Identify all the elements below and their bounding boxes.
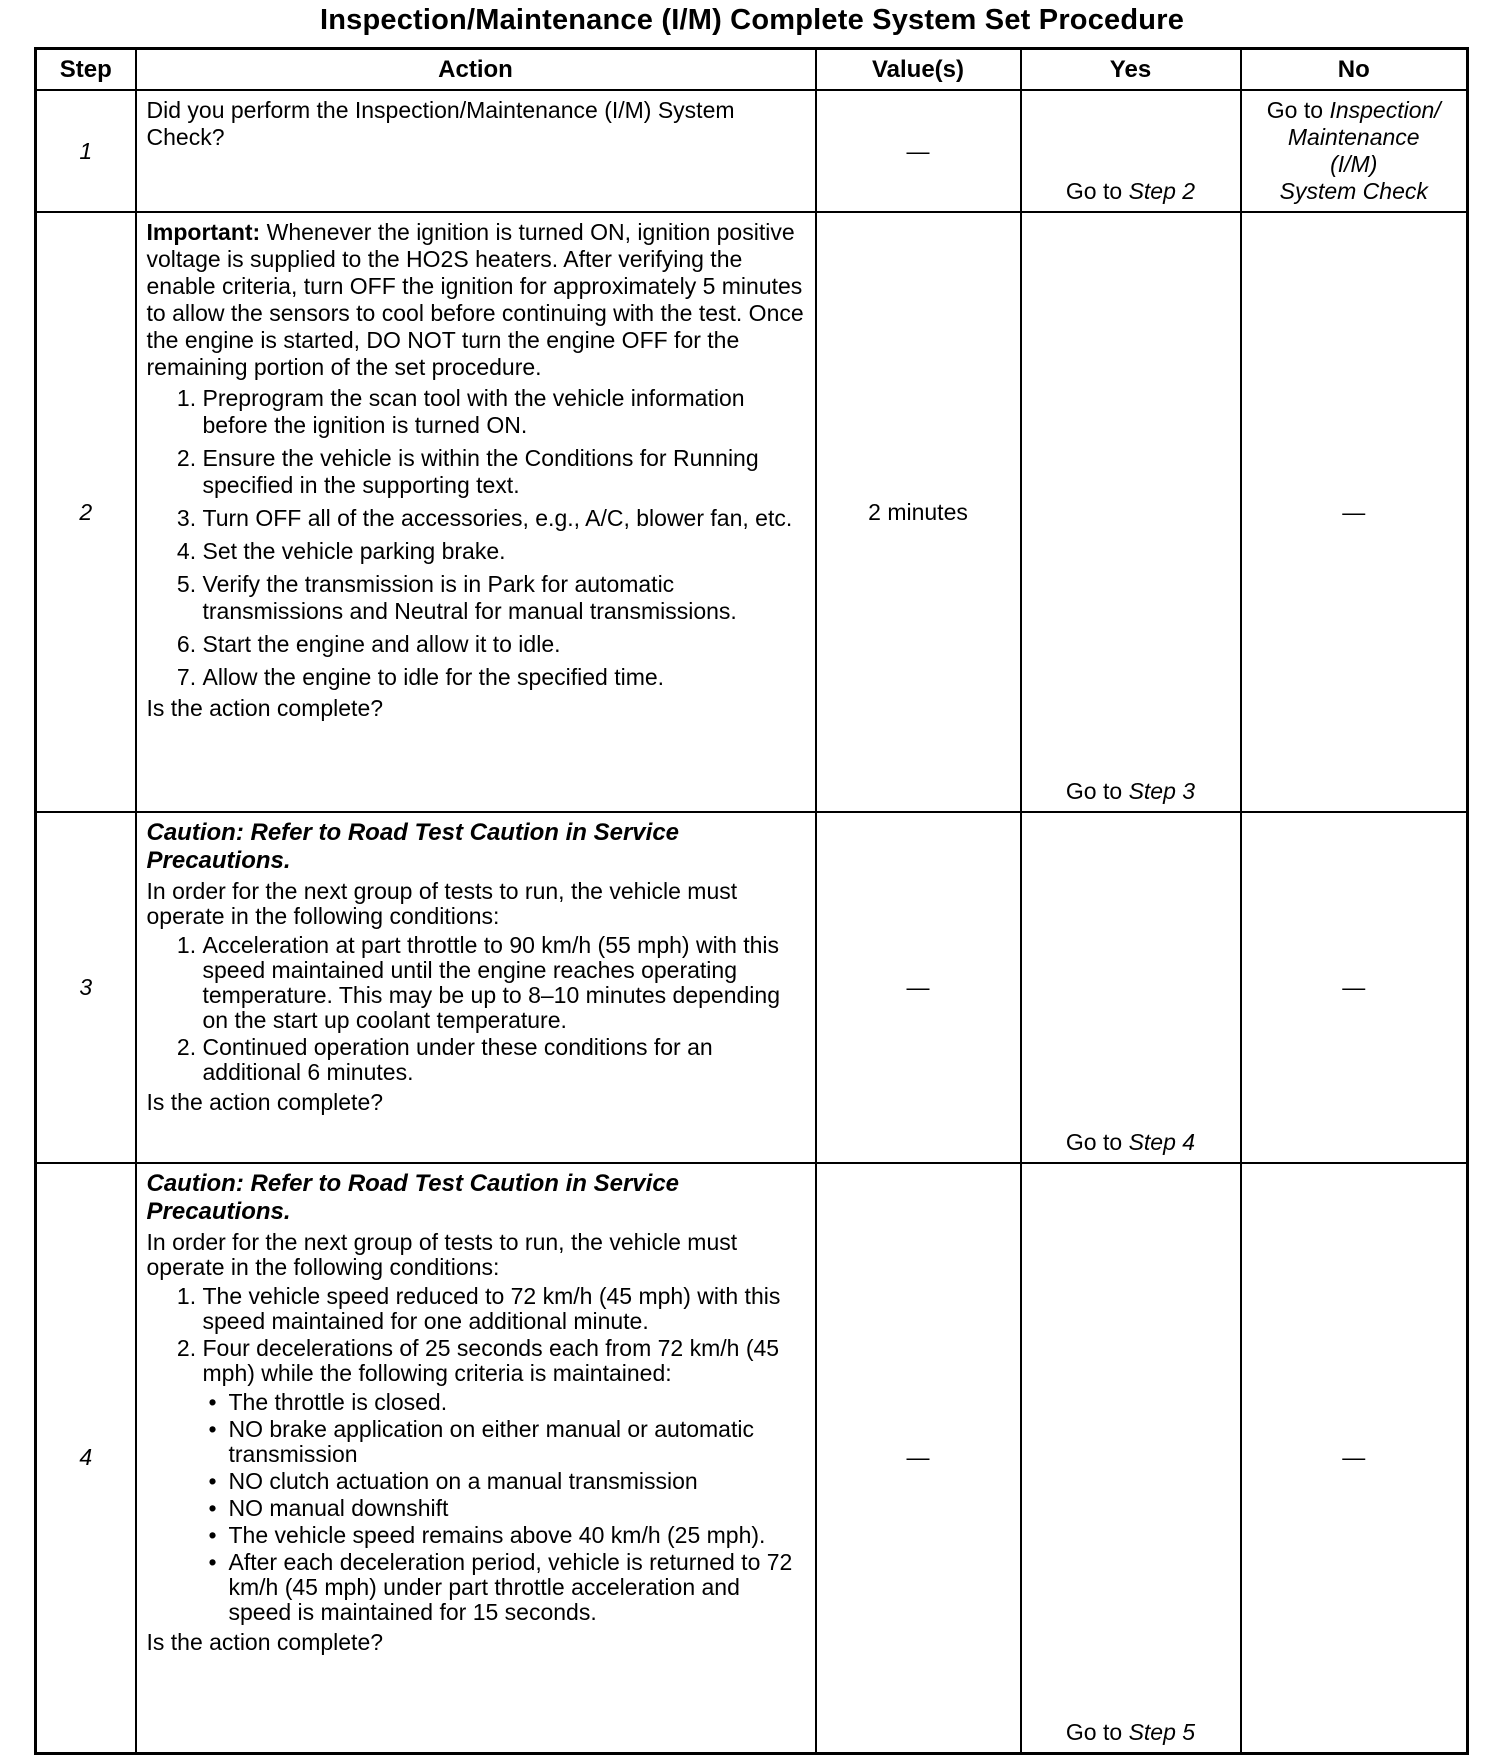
action-steps [147, 385, 805, 691]
action-intro: In order for the next group of tests to run, the vehicle must operate in the following conditions: [146, 1229, 738, 1280]
yes-cell [1021, 1163, 1241, 1753]
action-steps [147, 933, 805, 1085]
action-steps [147, 1284, 805, 1625]
no-cell: — [1241, 212, 1468, 812]
action-question: Is the action complete? [146, 1089, 384, 1115]
list-item: 1. Acceleration at part throttle to 90 km/h (55 mph) with this speed maintained until the engine reaches operating temperature. This may be up to 8–10 minutes depending on the start up coolant temperature. [203, 933, 805, 1033]
caution-note: Caution: Refer to Road Test Caution in Service Precautions. [146, 819, 680, 874]
value-cell: 2 minutes [816, 212, 1021, 812]
action-cell [136, 812, 816, 1163]
yes-prefix: Go to [1065, 178, 1129, 204]
bullet-item: • NO brake application on either manual or automatic transmission [229, 1417, 805, 1467]
yes-link[interactable]: Step 3 [1128, 778, 1196, 804]
important-note [147, 219, 805, 381]
yes-cell [1021, 212, 1241, 812]
action-question: Did you perform the Inspection/Maintenance (I/M) System Check? [146, 97, 735, 150]
list-item: 1. Preprogram the scan tool with the vehicle information before the ignition is turned ON. [203, 385, 805, 439]
action-cell [136, 212, 816, 812]
action-question: Is the action complete? [146, 1629, 384, 1655]
yes-link[interactable]: Step 4 [1128, 1129, 1196, 1155]
bullet-item: • After each deceleration period, vehicle is returned to 72 km/h (45 mph) under part throttle acceleration and speed is maintained for 15 seconds. [229, 1550, 805, 1625]
no-link-line3[interactable]: (I/M) [1330, 151, 1378, 177]
procedure-table [34, 47, 1469, 1755]
action-cell [136, 1163, 816, 1753]
list-item: 3. Turn OFF all of the accessories, e.g., A/C, blower fan, etc. [203, 505, 805, 532]
list-item [203, 1336, 805, 1625]
table-row [36, 1163, 1468, 1753]
yes-cell [1021, 90, 1241, 212]
list-item: 1. The vehicle speed reduced to 72 km/h (45 mph) with this speed maintained for one additional minute. [203, 1284, 805, 1334]
action-intro: In order for the next group of tests to run, the vehicle must operate in the following conditions: [146, 878, 738, 929]
list-item: 6. Start the engine and allow it to idle. [203, 631, 805, 658]
table-row [36, 212, 1468, 812]
step-number: 4 [36, 1163, 136, 1753]
table-row [36, 90, 1468, 212]
no-cell [1241, 90, 1468, 212]
important-text: Whenever the ignition is turned ON, ignition positive voltage is supplied to the HO2S heaters. After verifying the enable criteria, turn OFF the ignition for approximately 5 minutes to allow the sensors to cool before continuing with the test. Once the engine is started, DO NOT turn the engine OFF for the remaining portion of the set procedure. [146, 219, 804, 380]
header-step: Step [36, 49, 136, 91]
no-link-line4[interactable]: System Check [1279, 178, 1428, 204]
list-item: 7. Allow the engine to idle for the specified time. [203, 664, 805, 691]
no-link[interactable]: Inspection/ [1329, 97, 1441, 123]
no-cell: — [1241, 1163, 1468, 1753]
bullet-item: • The vehicle speed remains above 40 km/h (25 mph). [229, 1523, 805, 1548]
list-item: 2. Ensure the vehicle is within the Conditions for Running specified in the supporting text. [203, 445, 805, 499]
list-item: 5. Verify the transmission is in Park for automatic transmissions and Neutral for manual transmissions. [203, 571, 805, 625]
value-cell: — [816, 1163, 1021, 1753]
no-prefix: Go to [1266, 97, 1330, 123]
step-number: 3 [36, 812, 136, 1163]
bullet-item: • NO manual downshift [229, 1496, 805, 1521]
table-header-row [36, 49, 1468, 91]
yes-link[interactable]: Step 2 [1128, 178, 1196, 204]
value-cell: — [816, 90, 1021, 212]
no-link-line2[interactable]: Maintenance [1287, 124, 1420, 150]
value-cell: — [816, 812, 1021, 1163]
table-row [36, 812, 1468, 1163]
header-yes: Yes [1021, 49, 1241, 91]
yes-cell [1021, 812, 1241, 1163]
yes-prefix: Go to [1065, 1718, 1129, 1745]
no-cell: — [1241, 812, 1468, 1163]
action-question: Is the action complete? [146, 695, 384, 721]
header-values: Value(s) [816, 49, 1021, 91]
page-title: Inspection/Maintenance (I/M) Complete System Set Procedure [319, 4, 1185, 36]
yes-prefix: Go to [1065, 1129, 1129, 1155]
list-item: 4. Set the vehicle parking brake. [203, 538, 805, 565]
list-item: 2. Continued operation under these conditions for an additional 6 minutes. [203, 1035, 805, 1085]
bullet-item: • NO clutch actuation on a manual transmission [229, 1469, 805, 1494]
list-item-text: Four decelerations of 25 seconds each from 72 km/h (45 mph) while the following criteria is maintained: [202, 1335, 780, 1386]
step-number: 2 [36, 212, 136, 812]
step-number: 1 [36, 90, 136, 212]
yes-link[interactable]: Step 5 [1128, 1718, 1196, 1745]
action-cell [136, 90, 816, 212]
header-no: No [1241, 49, 1468, 91]
important-label: Important: [146, 219, 261, 245]
bullet-item: • The throttle is closed. [229, 1390, 805, 1415]
header-action: Action [136, 49, 816, 91]
criteria-list [203, 1390, 805, 1625]
yes-prefix: Go to [1065, 778, 1129, 804]
caution-note: Caution: Refer to Road Test Caution in Service Precautions. [146, 1170, 680, 1225]
